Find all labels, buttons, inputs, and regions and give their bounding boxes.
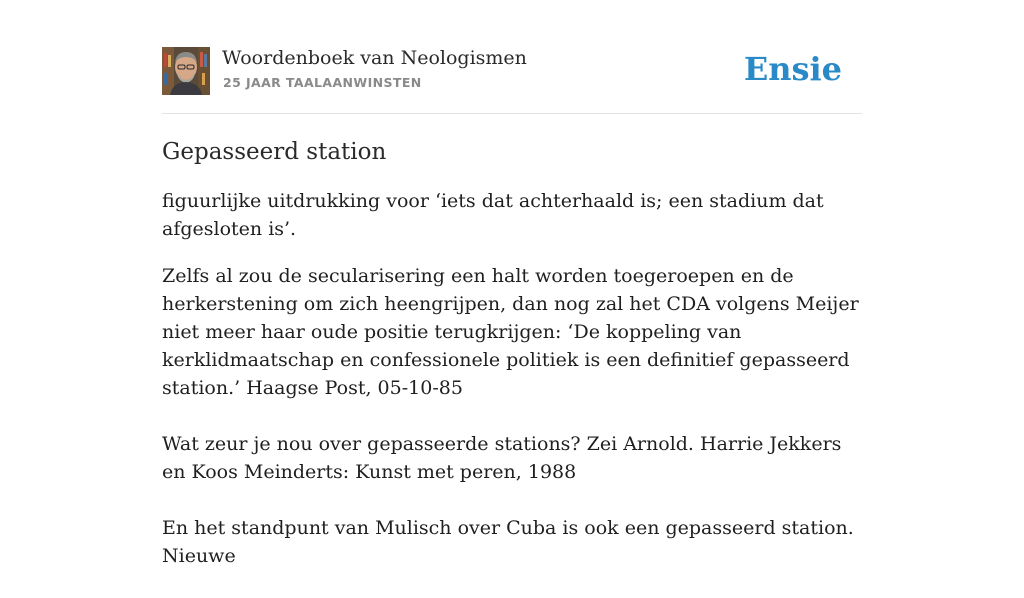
quote-item: Zelfs al zou de secularisering een halt worden toegeroepen en de herkerstening om zich heengrijpen, dan nog zal het CDA volgens Meijer niet meer haar oude positie terugkrijgen: ‘De koppeling van kerklidmaatschap en confessionele politiek is een definitief gepasseerd station.’ Haagse Post, 05-10-85: [162, 265, 859, 399]
avatar-portrait-icon: [162, 47, 210, 95]
dictionary-subtitle: 25 JAAR TAALAANWINSTEN: [223, 75, 422, 90]
header-divider: [162, 113, 862, 114]
header: [162, 46, 862, 96]
entry-definition: figuurlijke uitdrukking voor ‘iets dat achterhaald is; een stadium dat afgesloten is’.: [162, 190, 824, 240]
entry-title: Gepasseerd station: [162, 139, 387, 165]
ensie-logo[interactable]: Ensie: [743, 50, 842, 88]
quote-item: En het standpunt van Mulisch over Cuba is ook een gepasseerd station. Nieuwe: [162, 517, 854, 567]
author-avatar[interactable]: [162, 47, 210, 95]
quote-item: Wat zeur je nou over gepasseerde stations? Zei Arnold. Harrie Jekkers en Koos Meinderts: Kunst met peren, 1988: [162, 433, 842, 483]
entry-content: [162, 137, 862, 598]
dictionary-title[interactable]: Woordenboek van Neologismen: [222, 47, 527, 69]
